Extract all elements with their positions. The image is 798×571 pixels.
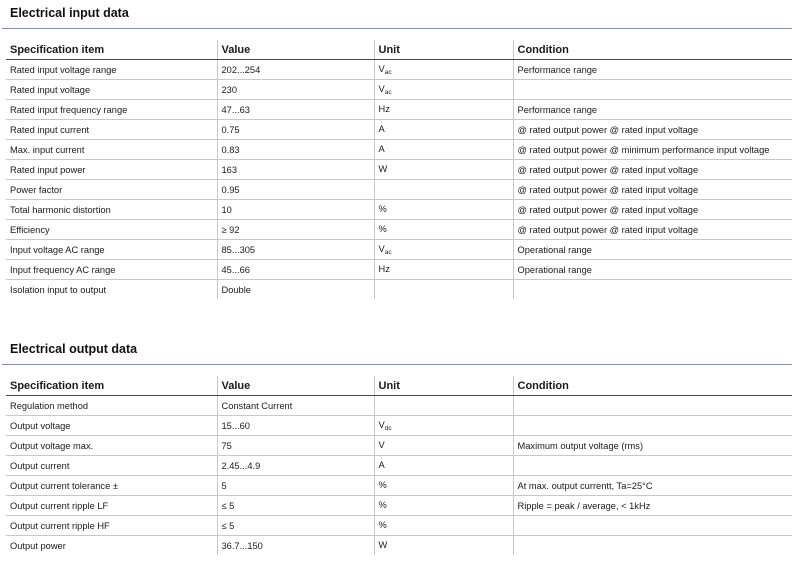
unit-symbol: V [378, 63, 385, 74]
spec-unit-cell [374, 280, 513, 300]
unit-symbol: Hz [378, 263, 390, 274]
spec-item-cell: Rated input current [6, 120, 217, 140]
spec-item-cell: Input frequency AC range [6, 260, 217, 280]
spec-unit-cell [374, 516, 513, 536]
section-title: Electrical input data [10, 6, 129, 20]
section-title: Electrical output data [10, 342, 138, 356]
table-row [6, 220, 792, 240]
spec-item-cell: Total harmonic distortion [6, 200, 217, 220]
spec-item-cell: Output current ripple LF [6, 496, 217, 516]
spec-unit-cell [374, 436, 513, 456]
table-row [6, 396, 792, 416]
table-row [6, 140, 792, 160]
spec-condition-cell: @ rated output power @ rated input voltage [513, 200, 792, 220]
spec-item-cell: Regulation method [6, 396, 217, 416]
spec-unit-cell [374, 240, 513, 260]
section-divider [2, 28, 792, 29]
spec-item-cell: Rated input voltage range [6, 60, 217, 80]
spec-unit-cell [374, 536, 513, 556]
unit-symbol: V [378, 439, 385, 450]
spec-value-cell: 75 [217, 436, 374, 456]
spec-item-cell: Efficiency [6, 220, 217, 240]
spec-value-cell: Constant Current [217, 396, 374, 416]
spec-unit-cell [374, 80, 513, 100]
spec-unit-cell [374, 160, 513, 180]
spec-item-cell: Input voltage AC range [6, 240, 217, 260]
unit-symbol: % [378, 203, 387, 214]
table-row [6, 456, 792, 476]
spec-condition-cell [513, 80, 792, 100]
table-row [6, 416, 792, 436]
spec-unit-cell [374, 100, 513, 120]
header-value: Value [217, 376, 374, 396]
spec-condition-cell [513, 280, 792, 300]
header-value: Value [217, 40, 374, 60]
spec-condition-cell [513, 456, 792, 476]
spec-item-cell: Output current ripple HF [6, 516, 217, 536]
spec-unit-cell [374, 220, 513, 240]
spec-unit-cell [374, 120, 513, 140]
spec-item-cell: Output current [6, 456, 217, 476]
table-row [6, 280, 792, 300]
spec-item-cell: Power factor [6, 180, 217, 200]
unit-symbol: % [378, 499, 387, 510]
output-data-section [0, 336, 798, 551]
unit-symbol: V [378, 243, 385, 254]
table-header-row [6, 40, 792, 60]
input-spec-table [6, 40, 792, 299]
unit-subscript: ac [384, 88, 392, 96]
table-row [6, 180, 792, 200]
spec-item-cell: Output power [10, 540, 66, 551]
spec-value-cell: 0.95 [217, 180, 374, 200]
table-row [6, 60, 792, 80]
table-row [6, 100, 792, 120]
spec-value-cell: 36.7...150 [217, 536, 374, 556]
spec-item-cell: Output voltage [6, 416, 217, 436]
unit-subscript: dc [384, 424, 392, 432]
table-row [6, 120, 792, 140]
spec-item-cell: Rated input power [6, 160, 217, 180]
spec-value-cell: ≤ 5 [217, 496, 374, 516]
section-divider [2, 364, 792, 365]
spec-item-cell: Output current tolerance ± [6, 476, 217, 496]
table-row [6, 160, 792, 180]
table-header-row [6, 376, 792, 396]
spec-value-cell: 45...66 [217, 260, 374, 280]
spec-condition-cell [513, 536, 792, 556]
spec-condition-cell: Performance range [513, 100, 792, 120]
unit-symbol: A [378, 143, 385, 154]
spec-item-cell: Isolation input to output [10, 284, 107, 295]
spec-unit-cell [374, 476, 513, 496]
spec-value-cell: 202...254 [217, 60, 374, 80]
table-row [6, 536, 792, 556]
spec-unit-cell [374, 396, 513, 416]
spec-condition-cell: Operational range [513, 240, 792, 260]
header-condition: Condition [513, 376, 792, 396]
spec-condition-cell: @ rated output power @ rated input voltage [513, 220, 792, 240]
spec-value-cell: Double [217, 280, 374, 300]
table-row [6, 496, 792, 516]
table-row [6, 516, 792, 536]
spec-condition-cell: Performance range [513, 60, 792, 80]
spec-unit-cell [374, 60, 513, 80]
spec-item-cell: Max. input current [6, 140, 217, 160]
spec-condition-cell: @ rated output power @ rated input voltage [513, 180, 792, 200]
spec-condition-cell: Operational range [513, 260, 792, 280]
unit-symbol: Hz [378, 103, 390, 114]
spec-value-cell: 15...60 [217, 416, 374, 436]
spec-value-cell: 0.83 [217, 140, 374, 160]
spec-item-cell: Output voltage max. [6, 436, 217, 456]
spec-condition-cell: Maximum output voltage (rms) [513, 436, 792, 456]
table-row [6, 436, 792, 456]
header-unit: Unit [374, 376, 513, 396]
spec-condition-cell: @ rated output power @ rated input voltage [513, 120, 792, 140]
spec-value-cell: ≥ 92 [217, 220, 374, 240]
spec-unit-cell [374, 140, 513, 160]
unit-symbol: W [378, 539, 388, 550]
spec-condition-cell: @ rated output power @ rated input voltage [513, 160, 792, 180]
spec-condition-cell: At max. output currentt, Ta=25°C [513, 476, 792, 496]
table-row [6, 260, 792, 280]
unit-symbol: % [378, 479, 387, 490]
spec-condition-cell [513, 516, 792, 536]
spec-value-cell: 163 [217, 160, 374, 180]
unit-symbol: V [378, 83, 385, 94]
header-unit: Unit [374, 40, 513, 60]
spec-unit-cell [374, 200, 513, 220]
spec-unit-cell [374, 456, 513, 476]
spec-unit-cell [374, 260, 513, 280]
spec-value-cell: 5 [217, 476, 374, 496]
spec-condition-cell: Ripple = peak / average, < 1kHz [513, 496, 792, 516]
spec-value-cell: 47...63 [217, 100, 374, 120]
spec-unit-cell [374, 416, 513, 436]
spec-item-cell: Rated input frequency range [6, 100, 217, 120]
spec-condition-cell [513, 416, 792, 436]
spec-value-cell: 230 [217, 80, 374, 100]
table-row [6, 240, 792, 260]
spec-condition-cell: @ rated output power @ minimum performance input voltage [513, 140, 792, 160]
spec-unit-cell [374, 180, 513, 200]
spec-unit-cell [374, 496, 513, 516]
spec-value-cell: ≤ 5 [217, 516, 374, 536]
output-spec-table [6, 376, 792, 555]
unit-symbol: W [378, 163, 388, 174]
table-row [6, 476, 792, 496]
unit-symbol: V [378, 419, 385, 430]
unit-symbol: % [378, 223, 387, 234]
header-condition: Condition [513, 40, 792, 60]
table-row [6, 200, 792, 220]
spec-item-cell: Rated input voltage [6, 80, 217, 100]
spec-value-cell: 10 [217, 200, 374, 220]
table-row [6, 80, 792, 100]
spec-condition-cell [513, 396, 792, 416]
unit-symbol: A [378, 459, 385, 470]
spec-value-cell: 0.75 [217, 120, 374, 140]
header-item: Specification item [6, 40, 217, 60]
spec-value-cell: 2.45...4.9 [217, 456, 374, 476]
header-item: Specification item [6, 376, 217, 396]
spec-value-cell: 85...305 [217, 240, 374, 260]
unit-symbol: A [378, 123, 385, 134]
unit-subscript: ac [384, 68, 392, 76]
unit-symbol: % [378, 519, 387, 530]
unit-subscript: ac [384, 248, 392, 256]
